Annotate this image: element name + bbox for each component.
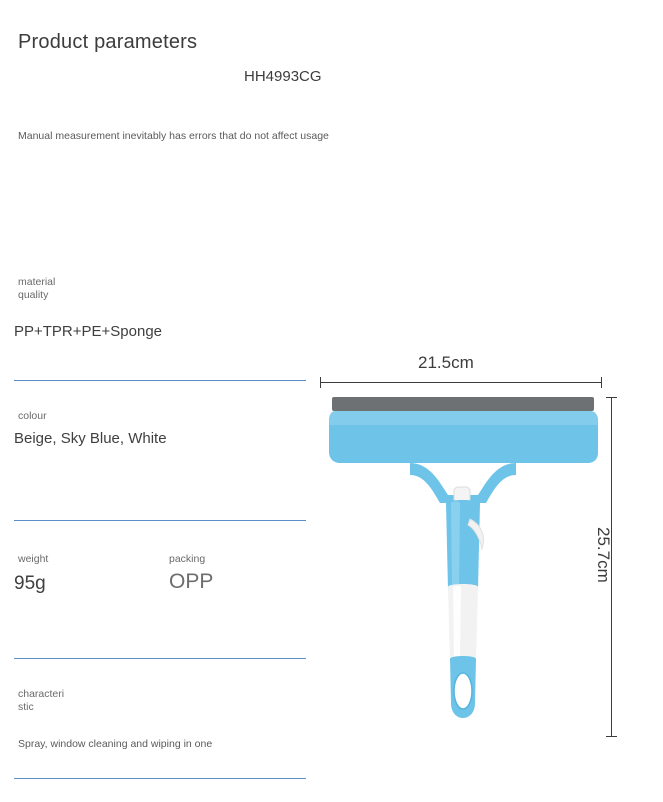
squeegee-handle-upper-highlight: [451, 502, 460, 592]
spec-value-material: PP+TPR+PE+Sponge: [14, 323, 163, 340]
spec-label-weight: weight: [18, 553, 49, 565]
spec-value-weight: 95g: [14, 573, 46, 594]
spec-label-colour: colour: [18, 410, 47, 422]
divider-4: [14, 778, 306, 779]
dimension-width-label: 21.5cm: [418, 353, 474, 372]
squeegee-head-highlight: [329, 411, 598, 425]
spec-value-colour: Beige, Sky Blue, White: [14, 430, 167, 447]
squeegee-handle-upper: [446, 500, 480, 595]
window-squeegee-image: [318, 391, 608, 741]
product-image-area: [310, 345, 650, 765]
spec-label-material: [18, 276, 78, 302]
spec-label-characteristic: [18, 688, 88, 714]
spec-label-characteristic-line1: characteri: [18, 688, 65, 700]
spec-label-packing: packing: [169, 553, 206, 565]
spec-value-characteristic: Spray, window cleaning and wiping in one: [18, 738, 213, 750]
divider-2: [14, 520, 306, 521]
spec-value-packing: OPP: [169, 570, 214, 593]
squeegee-grip-highlight: [453, 586, 461, 664]
dimension-width-line: [320, 382, 602, 383]
dimension-height-label: 25.7cm: [594, 527, 613, 583]
divider-3: [14, 658, 306, 659]
spec-label-material-line2: quality: [18, 289, 49, 302]
divider-1: [14, 380, 306, 381]
spec-label-characteristic-line2: stic: [18, 701, 34, 714]
squeegee-grip: [448, 584, 478, 666]
squeegee-blade: [332, 397, 594, 411]
spec-label-material-line1: material: [18, 276, 56, 288]
page-title: Product parameters: [18, 31, 198, 53]
measurement-disclaimer: Manual measurement inevitably has errors that do not affect usage: [18, 130, 329, 142]
model-code: HH4993CG: [244, 68, 322, 85]
